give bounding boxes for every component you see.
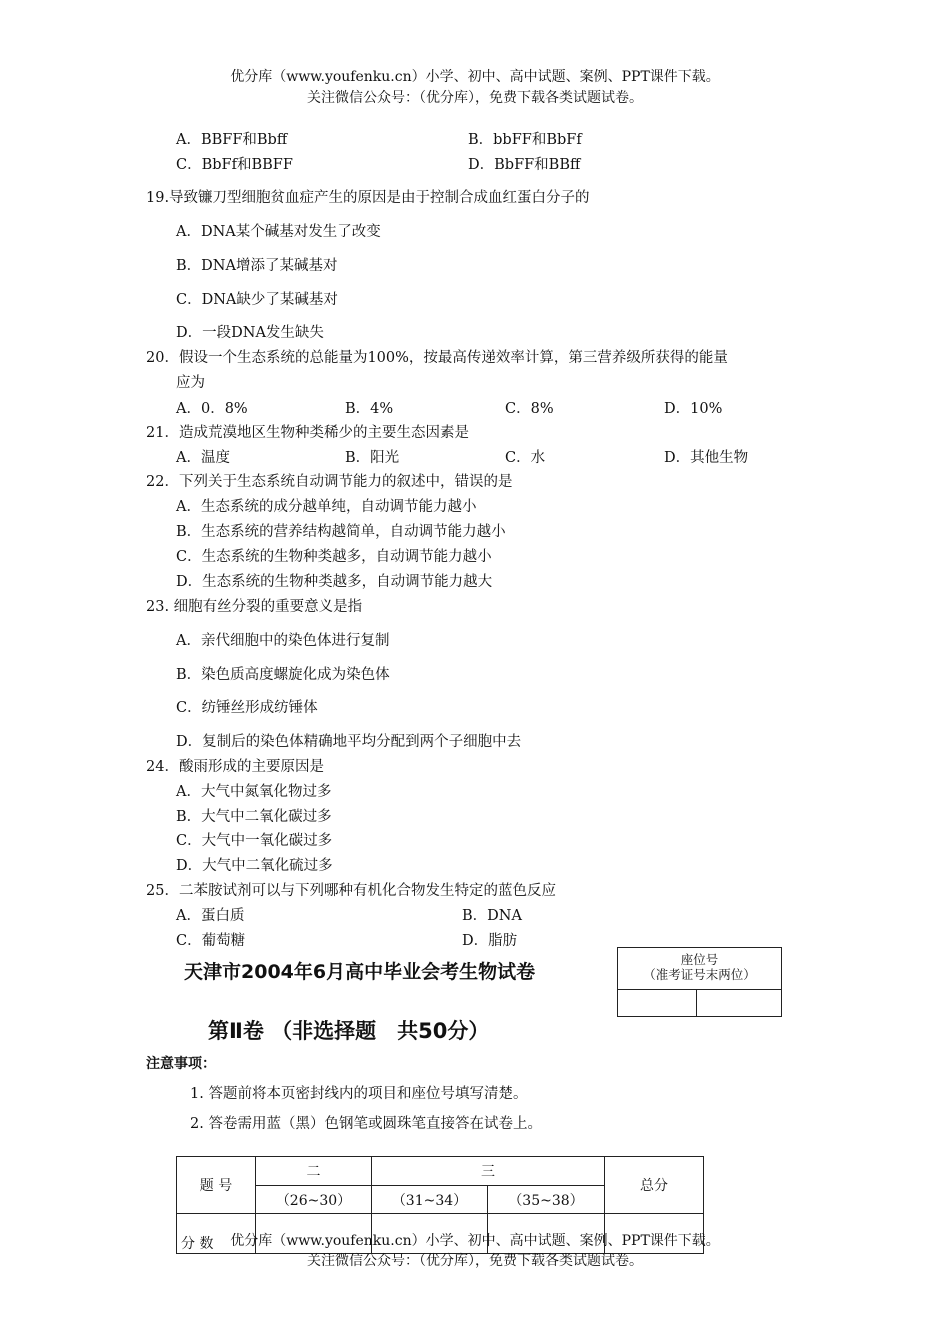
q20-option-b: B．4%	[345, 401, 394, 417]
section-3-header: 三	[372, 1157, 605, 1186]
notes-heading: 注意事项：	[146, 1056, 216, 1072]
q23-option-d: D．复制后的染色体精确地平均分配到两个子细胞中去	[176, 734, 522, 750]
q18-option-d: D．BbFF和BBff	[468, 157, 581, 173]
notes-item-2: 2. 答卷需用蓝（黑）色钢笔或圆珠笔直接答在试卷上。	[190, 1116, 542, 1132]
q18-option-a: A．BBFF和Bbff	[176, 132, 288, 148]
q24-option-d: D．大气中二氧化硫过多	[176, 858, 333, 874]
header-line-1: 优分库（www.youfenku.cn）小学、初中、高中试题、案例、PPT课件下载。	[230, 69, 720, 85]
q25-stem: 25．二苯胺试剂可以与下列哪种有机化合物发生特定的蓝色反应	[146, 883, 556, 899]
q25-option-b: B．DNA	[462, 908, 522, 924]
q25-option-d: D．脂肪	[462, 933, 518, 949]
notes-item-1: 1. 答题前将本页密封线内的项目和座位号填写清楚。	[190, 1086, 528, 1102]
total-header: 总分	[605, 1157, 704, 1214]
exam-title: 天津市2004年6月高中毕业会考生物试卷	[184, 961, 536, 983]
qnum-header: 题 号	[177, 1157, 256, 1214]
section-2-header: 二	[256, 1157, 372, 1186]
q20-option-d: D．10%	[664, 401, 723, 417]
q24-option-b: B．大气中二氧化碳过多	[176, 809, 332, 825]
q25-option-a: A．蛋白质	[176, 908, 245, 924]
q20-option-a: A．0．8%	[176, 401, 248, 417]
q25-option-c: C．葡萄糖	[176, 933, 246, 949]
q24-option-a: A．大气中氮氧化物过多	[176, 784, 332, 800]
range-31-34: （31~34）	[372, 1186, 488, 1214]
score-row-label: 分 数	[177, 1214, 256, 1254]
q20-option-c: C．8%	[505, 401, 554, 417]
q23-option-a: A．亲代细胞中的染色体进行复制	[176, 633, 390, 649]
q23-option-c: C．纺锤丝形成纺锤体	[176, 700, 318, 716]
q22-option-c: C．生态系统的生物种类越多，自动调节能力越小	[176, 549, 492, 565]
q22-option-d: D．生态系统的生物种类越多，自动调节能力越大	[176, 574, 493, 590]
q18-option-b: B．bbFF和BbFf	[468, 132, 582, 148]
q24-option-c: C．大气中一氧化碳过多	[176, 833, 333, 849]
seat-label: 座位号	[680, 952, 719, 967]
q24-stem: 24．酸雨形成的主要原因是	[146, 759, 324, 775]
q19-stem: 19.导致镰刀型细胞贫血症产生的原因是由于控制合成血红蛋白分子的	[146, 190, 590, 206]
q23-option-b: B．染色质高度螺旋化成为染色体	[176, 667, 390, 683]
q19-option-a: A．DNA某个碱基对发生了改变	[176, 224, 381, 240]
header-line-2: 关注微信公众号：（优分库），免费下载各类试题试卷。	[307, 90, 643, 106]
q21-option-c: C．水	[505, 450, 546, 466]
range-35-38: （35~38）	[488, 1186, 605, 1214]
q22-option-b: B．生态系统的营养结构越简单，自动调节能力越小	[176, 524, 506, 540]
q19-option-d: D．一段DNA发生缺失	[176, 325, 324, 341]
seat-number-box	[617, 947, 782, 1017]
q19-option-b: B．DNA增添了某碱基对	[176, 258, 338, 274]
q20-stem: 20．假设一个生态系统的总能量为100%，按最高传递效率计算，第三营养级所获得的能量	[146, 350, 728, 366]
q21-stem: 21．造成荒漠地区生物种类稀少的主要生态因素是	[146, 425, 469, 441]
footer-line-1: 优分库（www.youfenku.cn）小学、初中、高中试题、案例、PPT课件下载。	[230, 1233, 720, 1249]
q21-option-a: A．温度	[176, 450, 230, 466]
q22-option-a: A．生态系统的成分越单纯，自动调节能力越小	[176, 499, 477, 515]
q21-option-d: D．其他生物	[664, 450, 749, 466]
seat-digit-2[interactable]	[697, 990, 781, 1017]
q19-option-c: C．DNA缺少了某碱基对	[176, 292, 338, 308]
range-26-30: （26~30）	[256, 1186, 372, 1214]
q20-stem-cont: 应为	[176, 375, 205, 391]
part2-title: 第Ⅱ卷 （非选择题 共50分）	[208, 1019, 490, 1043]
seat-note: （准考证号末两位）	[643, 967, 756, 982]
q18-option-c: C．BbFf和BBFF	[176, 157, 293, 173]
footer-line-2: 关注微信公众号：（优分库），免费下载各类试题试卷。	[307, 1253, 643, 1269]
q21-option-b: B．阳光	[345, 450, 400, 466]
seat-digit-1[interactable]	[618, 990, 697, 1017]
q23-stem: 23. 细胞有丝分裂的重要意义是指	[146, 599, 363, 615]
q22-stem: 22．下列关于生态系统自动调节能力的叙述中，错误的是	[146, 474, 513, 490]
